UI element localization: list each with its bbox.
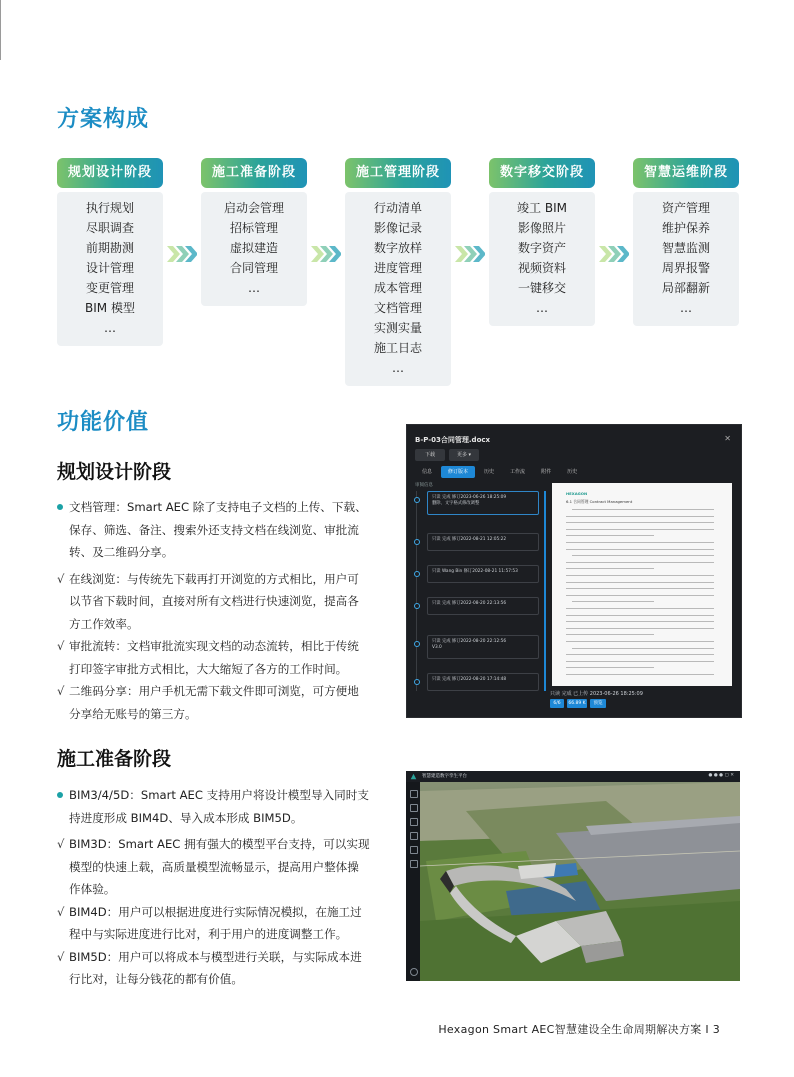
corner-line <box>0 0 1 60</box>
check-text: 作体验。 <box>69 882 116 896</box>
timeline-node <box>414 679 420 685</box>
stage2-text <box>57 784 377 991</box>
check-line <box>57 878 377 901</box>
doc-text-line <box>566 542 714 543</box>
version-text: 只读 完成 修订2022-08-20 22:12:56 <box>432 639 507 644</box>
phase-title: 规划设计阶段 <box>57 158 163 188</box>
phase-item: 影像记录 <box>373 221 422 235</box>
document-viewer-screenshot <box>406 424 742 718</box>
doc-text-line <box>566 634 654 635</box>
timeline-node <box>414 641 420 647</box>
intro-text: 转、及二维码分享。 <box>69 545 174 559</box>
timeline-node <box>414 497 420 503</box>
check-text: 行比对，让每分钱花的都有价值。 <box>69 972 243 986</box>
check-text: BIM4D：用户可以根据进度进行实际情况模拟，在施工过 <box>69 904 362 919</box>
tool-icon-5[interactable] <box>410 846 418 854</box>
check-line <box>57 635 377 658</box>
timeline-node <box>414 571 420 577</box>
doc-text-line <box>566 516 714 517</box>
chevron-right-icon <box>455 245 485 263</box>
intro-text: 持进度形成 BIM4D、导入成本形成 BIM5D。 <box>69 810 303 825</box>
intro-text: 保存、筛选、备注、搜索外还支持文档在线浏览、审批流 <box>69 522 359 537</box>
version-text: 只读 完成 修订2022-08-20 17:14:48 <box>432 677 507 682</box>
phase-item: 维护保养 <box>661 221 710 235</box>
doc-text-line <box>566 661 714 662</box>
check-text: 在线浏览：与传统先下载再打开浏览的方式相比，用户可 <box>69 571 359 586</box>
file-size-badge: 66.89 K <box>568 701 586 706</box>
check-line <box>57 703 377 726</box>
left-toolbar <box>406 782 420 981</box>
phase-item: 设计管理 <box>85 261 134 275</box>
check-text: BIM3D：Smart AEC 拥有强大的模型平台支持，可以实现 <box>69 837 370 851</box>
stage1-text <box>57 496 377 725</box>
doc-text-line <box>572 648 714 649</box>
scrollbar[interactable] <box>544 491 546 691</box>
stage-title-planning: 规划设计阶段 <box>57 461 172 483</box>
check-line <box>57 946 377 969</box>
document-preview <box>552 483 732 686</box>
phase-item: 启动会管理 <box>223 201 284 215</box>
check-line <box>57 658 377 681</box>
doc-text-line <box>566 549 714 550</box>
check-text: 分享给无账号的第三方。 <box>69 706 197 721</box>
phase-items <box>345 192 451 386</box>
phase-item: 行动清单 <box>373 201 422 215</box>
phase-item: 执行规划 <box>85 201 134 215</box>
intro-line <box>57 784 377 807</box>
doc-text-line <box>566 529 714 530</box>
doc-filename: B-P-03合同管理.docx <box>415 436 491 444</box>
doc-text-line <box>572 601 654 602</box>
tool-icon-2[interactable] <box>410 804 418 812</box>
check-mark-icon: √ <box>57 684 65 698</box>
doc-text-line <box>566 628 714 629</box>
check-line <box>57 923 377 946</box>
phase-item: … <box>248 281 260 295</box>
check-text: 程中与实际进度进行比对，利于用户的进度调整工作。 <box>69 927 348 941</box>
app-logo-icon <box>410 773 417 780</box>
tab-attachments[interactable]: 附件 <box>541 469 552 475</box>
stage-title-preparation: 施工准备阶段 <box>57 748 172 770</box>
phase-items <box>201 192 307 306</box>
doc-text-line <box>566 674 714 675</box>
doc-text-line <box>566 575 714 576</box>
check-text: 模型的快速上载，高质量模型流畅显示，提高用户整体操 <box>69 859 359 874</box>
chevron-right-icon <box>167 245 197 263</box>
phase-item: 虚拟建造 <box>229 241 278 255</box>
doc-text-line <box>572 509 714 510</box>
check-mark-icon: √ <box>57 837 65 851</box>
phase-item: 一键移交 <box>517 281 566 295</box>
check-mark-icon: √ <box>57 639 65 653</box>
status-text: 只读 完成 已上传 2023-06-26 18:25:09 <box>550 691 643 697</box>
version-card[interactable] <box>427 597 539 615</box>
settings-icon[interactable] <box>410 968 418 976</box>
check-line <box>57 856 377 879</box>
check-mark-icon: √ <box>57 904 65 919</box>
intro-line <box>57 496 377 519</box>
check-text: 方工作效率。 <box>69 616 139 631</box>
intro-line <box>57 807 377 830</box>
check-line <box>57 833 377 856</box>
timeline-node <box>414 539 420 545</box>
close-icon[interactable]: ✕ <box>724 434 731 443</box>
doc-text-line <box>566 568 654 569</box>
check-line <box>57 568 377 591</box>
version-text: 只读 完成 修订2022-08-20 22:13:56 <box>432 601 507 606</box>
phase-items <box>57 192 163 346</box>
phase-item: 前期勘测 <box>85 241 134 255</box>
check-line <box>57 680 377 703</box>
phase-item: 进度管理 <box>373 261 422 275</box>
tab-history[interactable]: 历史 <box>484 469 495 475</box>
phase-item: 尽职调查 <box>85 221 134 235</box>
version-text: 只读 完成 修订2023-06-26 18:25:09 <box>432 495 507 500</box>
more-button[interactable]: 更多 ▾ <box>449 449 479 461</box>
doc-text-line <box>566 621 714 622</box>
doc-text-line <box>566 595 714 596</box>
doc-text-line <box>566 588 714 589</box>
timeline <box>416 491 417 691</box>
chevron-right-icon <box>311 245 341 263</box>
tab-info[interactable]: 信息 <box>422 469 433 475</box>
phase-item: … <box>392 361 404 375</box>
timeline-node <box>414 603 420 609</box>
viewer-toolbar <box>406 771 740 782</box>
model-viewer-screenshot <box>406 771 740 981</box>
phase-item: 视频资料 <box>517 261 566 275</box>
phase-item: 实测实量 <box>373 321 422 335</box>
phase-item: 局部翻新 <box>661 281 710 295</box>
phase-column <box>633 158 739 326</box>
phase-item: 智慧监测 <box>661 241 710 255</box>
phase-title: 数字移交阶段 <box>489 158 595 188</box>
aerial-model-image <box>406 771 740 981</box>
tab-history-2[interactable]: 历史 <box>567 469 578 475</box>
chevron-right-icon <box>599 245 629 263</box>
version-text: 删除、文字格式修改调整 <box>432 501 480 506</box>
version-text: 只读 完成 修订2022-08-21 12:05:22 <box>432 537 507 542</box>
phase-items <box>489 192 595 326</box>
toolbar-icons[interactable]: ● ● ● ▢ ✕ <box>708 773 734 778</box>
check-text: 二维码分享：用户手机无需下载文件即可浏览，可方便地 <box>69 684 359 698</box>
phase-column <box>201 158 307 306</box>
phase-item: 数字放样 <box>373 241 422 255</box>
phase-title: 施工管理阶段 <box>345 158 451 188</box>
phase-item: 合同管理 <box>229 261 278 275</box>
phase-item: 资产管理 <box>661 201 710 215</box>
phase-item: … <box>536 301 548 315</box>
doc-text-line <box>566 654 714 655</box>
phase-item: 数字资产 <box>517 241 566 255</box>
phase-column <box>489 158 595 326</box>
doc-text-line <box>566 562 714 563</box>
phase-column <box>57 158 163 346</box>
intro-line <box>57 519 377 542</box>
tool-icon-1[interactable] <box>410 790 418 798</box>
check-line <box>57 590 377 613</box>
check-text: 审批流转：文档审批流实现文档的动态流转，相比于传统 <box>69 639 359 653</box>
doc-text-line <box>566 615 714 616</box>
phase-item: 变更管理 <box>85 281 134 295</box>
phase-item: 施工日志 <box>373 341 422 355</box>
phase-item: … <box>680 301 692 315</box>
doc-logo: HEXAGON <box>566 491 588 496</box>
version-card[interactable] <box>427 533 539 551</box>
version-text: V3.0 <box>432 645 442 650</box>
check-text: 打印签字审批方式相比，大大缩短了各方的工作时间。 <box>69 661 348 676</box>
phase-item: … <box>104 321 116 335</box>
viewer-title: 智慧建造数字孪生平台 <box>422 774 467 779</box>
intro-text: 文档管理：Smart AEC 除了支持电子文档的上传、下载、 <box>69 500 367 514</box>
preview-button[interactable]: 预览 <box>590 699 606 708</box>
phase-item: BIM 模型 <box>85 301 135 315</box>
phase-item: 周界报警 <box>661 261 710 275</box>
bullet-dot-icon <box>57 504 63 510</box>
section-title-composition: 方案构成 <box>57 107 150 132</box>
check-line <box>57 901 377 924</box>
intro-text: BIM3/4/5D：Smart AEC 支持用户将设计模型导入同时支 <box>69 788 369 802</box>
check-mark-icon: √ <box>57 571 65 586</box>
check-text: 以节省下载时间，直接对所有文档进行快速浏览，提高各 <box>69 594 359 608</box>
phase-item: 招标管理 <box>229 221 278 235</box>
version-card[interactable] <box>427 491 539 515</box>
doc-text-line <box>566 582 714 583</box>
phase-column <box>345 158 451 386</box>
doc-text-line <box>572 555 714 556</box>
version-card[interactable] <box>427 565 539 583</box>
page-count-badge: 6/6 <box>550 699 564 708</box>
tab-workflow[interactable]: 工作流 <box>510 469 526 475</box>
check-line <box>57 968 377 991</box>
tool-icon-3[interactable] <box>410 818 418 826</box>
page-footer: Hexagon Smart AEC智慧建设全生命周期解决方案 I 3 <box>438 1023 720 1036</box>
phase-title: 智慧运维阶段 <box>633 158 739 188</box>
panel-label: 审阅信息 <box>415 483 433 488</box>
phase-item: 竣工 BIM <box>517 201 567 215</box>
tab-revisions[interactable]: 修订版本 <box>441 466 475 478</box>
doc-tabs <box>415 466 586 478</box>
section-title-value: 功能价值 <box>57 410 150 435</box>
doc-text-line <box>566 667 654 668</box>
bullet-dot-icon <box>57 792 63 798</box>
doc-text-line <box>566 522 714 523</box>
phase-item: 文档管理 <box>373 301 422 315</box>
doc-text-line <box>566 608 714 609</box>
version-card[interactable] <box>427 635 539 659</box>
doc-text-line <box>566 535 654 536</box>
check-mark-icon: √ <box>57 949 65 964</box>
phase-item: 成本管理 <box>373 281 422 295</box>
phase-item: 影像照片 <box>517 221 566 235</box>
check-text: BIM5D：用户可以将成本与模型进行关联，与实际成本进 <box>69 949 362 964</box>
phase-items <box>633 192 739 326</box>
tool-icon-4[interactable] <box>410 832 418 840</box>
check-line <box>57 613 377 636</box>
doc-heading: 6.1 合同管理 Contract Management <box>566 499 633 504</box>
version-text: 只读 Wang Bin 修订2022-08-21 11:57:53 <box>432 569 518 574</box>
phase-title: 施工准备阶段 <box>201 158 307 188</box>
download-button[interactable]: 下载 <box>415 449 445 461</box>
tool-icon-6[interactable] <box>410 860 418 868</box>
doc-text-line <box>566 641 714 642</box>
intro-line <box>57 541 377 564</box>
version-card[interactable] <box>427 673 539 691</box>
